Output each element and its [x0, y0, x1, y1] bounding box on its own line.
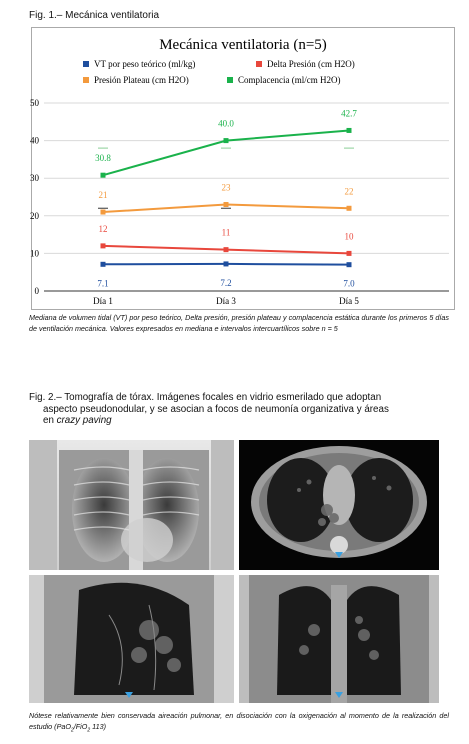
data-label: 21: [98, 190, 108, 201]
legend-label: Presión Plateau (cm H2O): [94, 75, 189, 85]
data-label: 23: [221, 182, 231, 193]
axial-ct-image: [239, 440, 439, 570]
data-label: 7.2: [220, 277, 232, 288]
crazy-paving-term: crazy paving: [56, 415, 112, 426]
data-point: [224, 138, 229, 143]
x-tick-label: Día 1: [93, 296, 113, 306]
legend-swatch: [227, 77, 233, 83]
figure2-note-part3: 113): [90, 722, 107, 731]
data-label: 12: [98, 223, 108, 234]
data-point: [101, 243, 106, 248]
legend-label: Complacencia (ml/cm H2O): [238, 75, 341, 85]
chart-title: Mecánica ventilatoria (n=5): [159, 37, 327, 53]
figure2-note-part1: Nótese relativamente bien conservada aireación pulmonar, en disociación con la oxigenación al momento de la realización del estudio (PaO: [29, 711, 449, 731]
data-label: 30.8: [95, 153, 111, 164]
sagittal-ct-image: [29, 575, 234, 703]
fio2-subscript: 2: [87, 727, 91, 734]
y-tick-label: 50: [30, 98, 39, 108]
y-tick-label: 0: [34, 286, 39, 296]
data-point: [101, 262, 106, 267]
y-tick-label: 10: [30, 248, 39, 259]
figure1-note: Mediana de volumen tidal (VT) por peso teórico, Delta presión, presión plateau y complacencia estática durante los primeros 5 días de ventilación mecánica. Valores expresados en mediana e intervalos intercuartílicos sobre n = 5: [29, 313, 449, 333]
x-tick-label: Día 5: [339, 296, 359, 306]
data-point: [224, 247, 229, 252]
legend-swatch: [256, 61, 262, 67]
series-line: [103, 130, 349, 175]
data-label: 40.0: [218, 118, 234, 129]
figure2-note-part2: /FiO: [73, 722, 88, 731]
y-tick-label: 20: [30, 210, 39, 221]
data-point: [101, 173, 106, 178]
figure1-caption: Fig. 1.– Mecánica ventilatoria: [29, 10, 160, 21]
data-point: [347, 128, 352, 133]
legend-swatch: [83, 61, 89, 67]
figure2-note: [29, 710, 449, 736]
legend-label: Delta Presión (cm H2O): [267, 59, 355, 69]
pao2-subscript: 2: [70, 727, 74, 734]
x-tick-label: Día 3: [216, 296, 236, 306]
data-point: [347, 251, 352, 256]
y-tick-label: 40: [30, 135, 39, 146]
figure2-caption-line3: [29, 415, 449, 427]
data-label: 10: [344, 231, 354, 242]
figure2-caption: [29, 392, 449, 427]
data-point: [347, 262, 352, 267]
data-point: [347, 206, 352, 211]
y-tick-label: 30: [30, 173, 39, 184]
data-label: 7.0: [343, 278, 355, 289]
figure2-caption-line3-prefix: en: [43, 415, 57, 426]
data-point: [101, 210, 106, 215]
data-label: 7.1: [97, 278, 109, 289]
ventilatory-mechanics-chart: [31, 27, 455, 310]
coronal-ct-image: [239, 575, 439, 703]
data-point: [224, 202, 229, 207]
legend-swatch: [83, 77, 89, 83]
figure2-caption-line1: Fig. 2.– Tomografía de tórax. Imágenes focales en vidrio esmerilado que adoptan: [29, 392, 382, 403]
data-label: 42.7: [341, 108, 357, 119]
data-point: [224, 261, 229, 266]
legend-label: VT por peso teórico (ml/kg): [94, 59, 196, 69]
data-label: 11: [221, 227, 231, 238]
data-label: 22: [344, 186, 354, 197]
chest-xray-image: [29, 440, 234, 570]
figure2-caption-line2: aspecto pseudonodular, y se asocian a focos de neumonía organizativa y áreas: [43, 403, 389, 415]
